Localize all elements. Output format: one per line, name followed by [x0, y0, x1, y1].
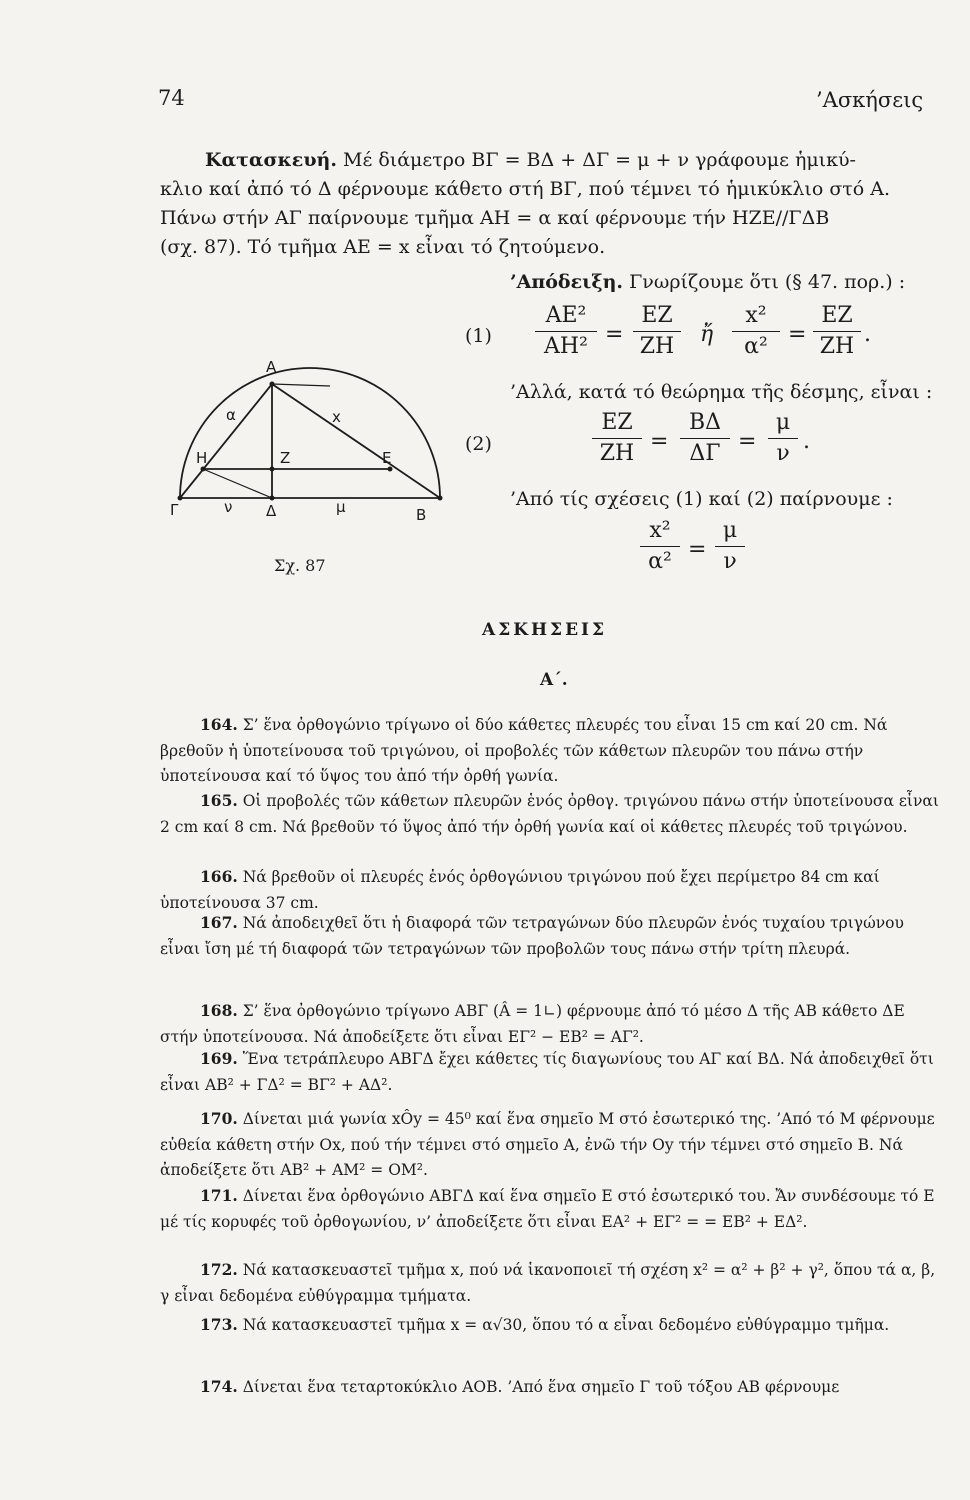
proof-intro-line — [510, 268, 905, 297]
label-G: Γ — [170, 501, 179, 519]
exercise-165 — [160, 788, 940, 840]
exercise-number: 169. — [200, 1049, 238, 1068]
exercise-number: 168. — [200, 1001, 238, 1020]
eq3-equals: = — [688, 537, 707, 562]
segment-short — [272, 384, 330, 386]
eq2-f3-numerator: μ — [775, 410, 791, 435]
eq1-f2-denominator: ΖΗ — [639, 334, 675, 359]
eq1-or: ἤ — [700, 322, 714, 347]
fraction-bar — [768, 438, 798, 439]
point-H — [201, 467, 206, 472]
eq2-period: . — [803, 429, 810, 454]
fraction-bar — [535, 331, 597, 332]
point-B — [438, 496, 443, 501]
exercise-169 — [160, 1046, 940, 1098]
exercise-text: Δίνεται ἕνα τεταρτοκύκλιο ΑΟΒ. ’Από ἕνα σημεῖο Γ τοῦ τόξου ΑΒ φέρνουμε — [242, 1378, 840, 1396]
proof-intro: Γνωρίζουμε ὅτι (§ 47. πορ.) : — [629, 271, 906, 293]
eq1-fraction-2 — [633, 303, 681, 359]
eq2-f3-denominator: ν — [776, 441, 790, 466]
point-G — [178, 496, 183, 501]
exercise-text: Ἕνα τετράπλευρο ΑΒΓΔ ἔχει κάθετες τίς διαγωνίους του ΑΓ καί ΒΔ. Νά ἀποδειχθεῖ ὅτι εἶναι ΑΒ² + ΓΔ² = ΒΓ² + ΑΔ². — [160, 1050, 934, 1094]
exercise-174 — [160, 1374, 940, 1401]
exercise-text: Οἱ προβολές τῶν κάθετων πλευρῶν ἑνός ὀρθογ. τριγώνου πάνω στήν ὑποτείνουσα εἶναι 2 cm καί 8 cm. Νά βρεθοῦν τό ὕψος ἀπό τήν ὀρθή γωνία καί οἱ κάθετες πλευρές τοῦ τριγώνου. — [160, 792, 939, 836]
eq1-f4-numerator: ΕΖ — [821, 303, 853, 328]
eq1-f1-denominator: ΑΗ² — [544, 334, 588, 359]
label-E: Ε — [382, 449, 392, 467]
exercise-number: 171. — [200, 1186, 238, 1205]
exercise-number: 167. — [200, 913, 238, 932]
exercise-text: Νά ἀποδειχθεῖ ὅτι ἡ διαφορά τῶν τετραγώνων δύο πλευρῶν ἑνός τυχαίου τριγώνου εἶναι ἴση μέ τή διαφορά τῶν τετραγώνων τῶν προβολῶν τους πάνω στήν τρίτη πλευρά. — [160, 914, 904, 958]
eq1-fraction-4 — [813, 303, 861, 359]
exercise-167 — [160, 910, 940, 962]
exercise-173 — [160, 1312, 940, 1339]
figure-caption: Σχ. 87 — [274, 556, 326, 575]
eq2-f2-numerator: ΒΔ — [688, 410, 722, 435]
construction-label: Κατασκευή. — [205, 149, 337, 171]
equation-1-label: (1) — [465, 325, 492, 347]
label-a: α — [226, 406, 236, 424]
eq2-equals-2: = — [738, 429, 757, 454]
label-H: Η — [196, 449, 208, 467]
exercise-text: Δίνεται ἕνα ὀρθογώνιο ΑΒΓΔ καί ἕνα σημεῖο Ε στό ἐσωτερικό του. Ἄν συνδέσουμε τό Ε μέ τίς κορυφές τοῦ ὀρθογωνίου, ν’ ἀποδείξετε ὅτι εἶναι ΕΑ² + ΕΓ² = = ΕΒ² + ΕΔ². — [160, 1187, 935, 1231]
construction-line-4: (σχ. 87). Τό τμῆμα ΑΕ = x εἶναι τό ζητούμενο. — [160, 236, 606, 258]
label-x: x — [332, 408, 341, 426]
segment-AB — [272, 384, 440, 498]
exercise-number: 170. — [200, 1109, 238, 1128]
eq1-equals-1: = — [605, 322, 624, 347]
eq3-fraction-2 — [715, 518, 745, 574]
proof-from-line: ’Από τίς σχέσεις (1) καί (2) παίρνουμε : — [510, 488, 893, 510]
eq3-f1-denominator: α² — [648, 549, 672, 574]
label-A: Α — [266, 358, 277, 376]
exercise-number: 164. — [200, 715, 238, 734]
eq2-equals-1: = — [650, 429, 669, 454]
exercise-text: Νά κατασκευαστεῖ τμῆμα x = α√30, ὅπου τό α εἶναι δεδομένο εὐθύγραμμο τμῆμα. — [242, 1316, 890, 1334]
page-number: 74 — [158, 86, 185, 110]
eq2-fraction-2 — [680, 410, 730, 466]
eq3-f2-numerator: μ — [722, 518, 738, 543]
eq3-f2-denominator: ν — [723, 549, 737, 574]
subsection-heading: Α΄. — [540, 670, 568, 690]
eq1-f3-numerator: x² — [745, 303, 767, 328]
exercise-text: Σ’ ἕνα ὀρθογώνιο τρίγωνο ΑΒΓ (Â = 1∟) φέρνουμε ἀπό τό μέσο Δ τῆς ΑΒ κάθετο ΔΕ στήν ὑποτείνουσα. Νά ἀποδείξετε ὅτι εἶναι ΕΓ² − ΕΒ² = ΑΓ². — [160, 1002, 905, 1046]
point-D — [270, 496, 275, 501]
fraction-bar — [732, 331, 780, 332]
eq1-f1-numerator: ΑΕ² — [545, 303, 587, 328]
fraction-bar — [640, 546, 680, 547]
label-Z: Ζ — [280, 449, 291, 467]
exercise-number: 173. — [200, 1315, 238, 1334]
exercise-164 — [160, 712, 940, 790]
eq2-fraction-1 — [592, 410, 642, 466]
exercise-172 — [160, 1257, 940, 1309]
fraction-bar — [813, 331, 861, 332]
exercise-166 — [160, 864, 940, 916]
eq1-fraction-1 — [535, 303, 597, 359]
exercise-170 — [160, 1106, 940, 1184]
eq1-f4-denominator: ΖΗ — [819, 334, 855, 359]
label-D: Δ — [266, 502, 277, 520]
label-n: ν — [224, 498, 233, 516]
label-m: μ — [336, 498, 346, 516]
exercise-text: Νά βρεθοῦν οἱ πλευρές ἑνός ὀρθογώνιου τριγώνου πού ἔχει περίμετρο 84 cm καί ὑποτείνουσα 37 cm. — [160, 868, 880, 912]
exercise-number: 166. — [200, 867, 238, 886]
construction-line-1 — [205, 146, 856, 175]
label-B: Β — [416, 506, 427, 524]
construction-line-2: κλιο καί ἀπό τό Δ φέρνουμε κάθετο στή ΒΓ, πού τέμνει τό ἡμικύκλιο στό Α. — [160, 178, 891, 200]
eq1-period: . — [864, 322, 871, 347]
eq2-fraction-3 — [768, 410, 798, 466]
eq2-f1-numerator: ΕΖ — [601, 410, 633, 435]
point-A — [270, 382, 275, 387]
proof-theorem-line: ’Αλλά, κατά τό θεώρημα τῆς δέσμης, εἶναι : — [510, 381, 933, 403]
eq2-f1-denominator: ΖΗ — [599, 441, 635, 466]
exercise-text: Σ’ ἕνα ὀρθογώνιο τρίγωνο οἱ δύο κάθετες πλευρές του εἶναι 15 cm καί 20 cm. Νά βρεθοῦν ἡ ὑποτείνουσα τοῦ τριγώνου, οἱ προβολές τῶν κάθετων πλευρῶν του πάνω στήν ὑποτείνουσα καί τό ὕψος του ἀπό τήν ὀρθή γωνία. — [160, 716, 888, 785]
semicircle-arc — [180, 368, 440, 498]
section-title: ’Ασκήσεις — [816, 88, 924, 112]
exercise-text: Δίνεται μιά γωνία xÔy = 45⁰ καί ἕνα σημεῖο Μ στό ἐσωτερικό της. ’Από τό Μ φέρνουμε εὐθεία κάθετη στήν Οx, πού τήν τέμνει στό σημεῖο Α, ἐνῶ τήν Οy τήν τέμνει στό σημεῖο Β. Νά ἀποδείξετε ὅτι ΑΒ² + ΑΜ² = ΟΜ². — [160, 1110, 935, 1179]
construction-line-3: Πάνω στήν ΑΓ παίρνουμε τμῆμα ΑΗ = α καί φέρνουμε τήν ΗΖΕ//ΓΔΒ — [160, 207, 830, 229]
point-E — [388, 467, 393, 472]
eq1-f3-denominator: α² — [744, 334, 768, 359]
eq2-f2-denominator: ΔΓ — [689, 441, 721, 466]
segment-HD — [203, 469, 272, 498]
exercise-text: Νά κατασκευαστεῖ τμῆμα x, πού νά ἱκανοποιεῖ τή σχέση x² = α² + β² + γ², ὅπου τά α, β, γ εἶναι δεδομένα εὐθύγραμμα τμήματα. — [160, 1261, 936, 1305]
eq3-fraction-1 — [640, 518, 680, 574]
eq3-f1-numerator: x² — [649, 518, 671, 543]
equation-2-label: (2) — [465, 433, 492, 455]
proof-label: ’Απόδειξη. — [510, 271, 624, 293]
eq1-f2-numerator: ΕΖ — [641, 303, 673, 328]
section-heading: ΑΣΚΗΣΕΙΣ — [482, 620, 607, 640]
fraction-bar — [715, 546, 745, 547]
fraction-bar — [680, 438, 730, 439]
eq1-equals-2: = — [788, 322, 807, 347]
construction-text-1: Μέ διάμετρο ΒΓ = ΒΔ + ΔΓ = μ + ν γράφουμε ἡμικύ- — [343, 149, 856, 171]
exercise-number: 172. — [200, 1260, 238, 1279]
fraction-bar — [592, 438, 642, 439]
point-Z — [270, 467, 275, 472]
exercise-171 — [160, 1183, 940, 1235]
eq1-fraction-3 — [732, 303, 780, 359]
exercise-number: 165. — [200, 791, 238, 810]
exercise-number: 174. — [200, 1377, 238, 1396]
fraction-bar — [633, 331, 681, 332]
exercise-168 — [160, 998, 940, 1050]
